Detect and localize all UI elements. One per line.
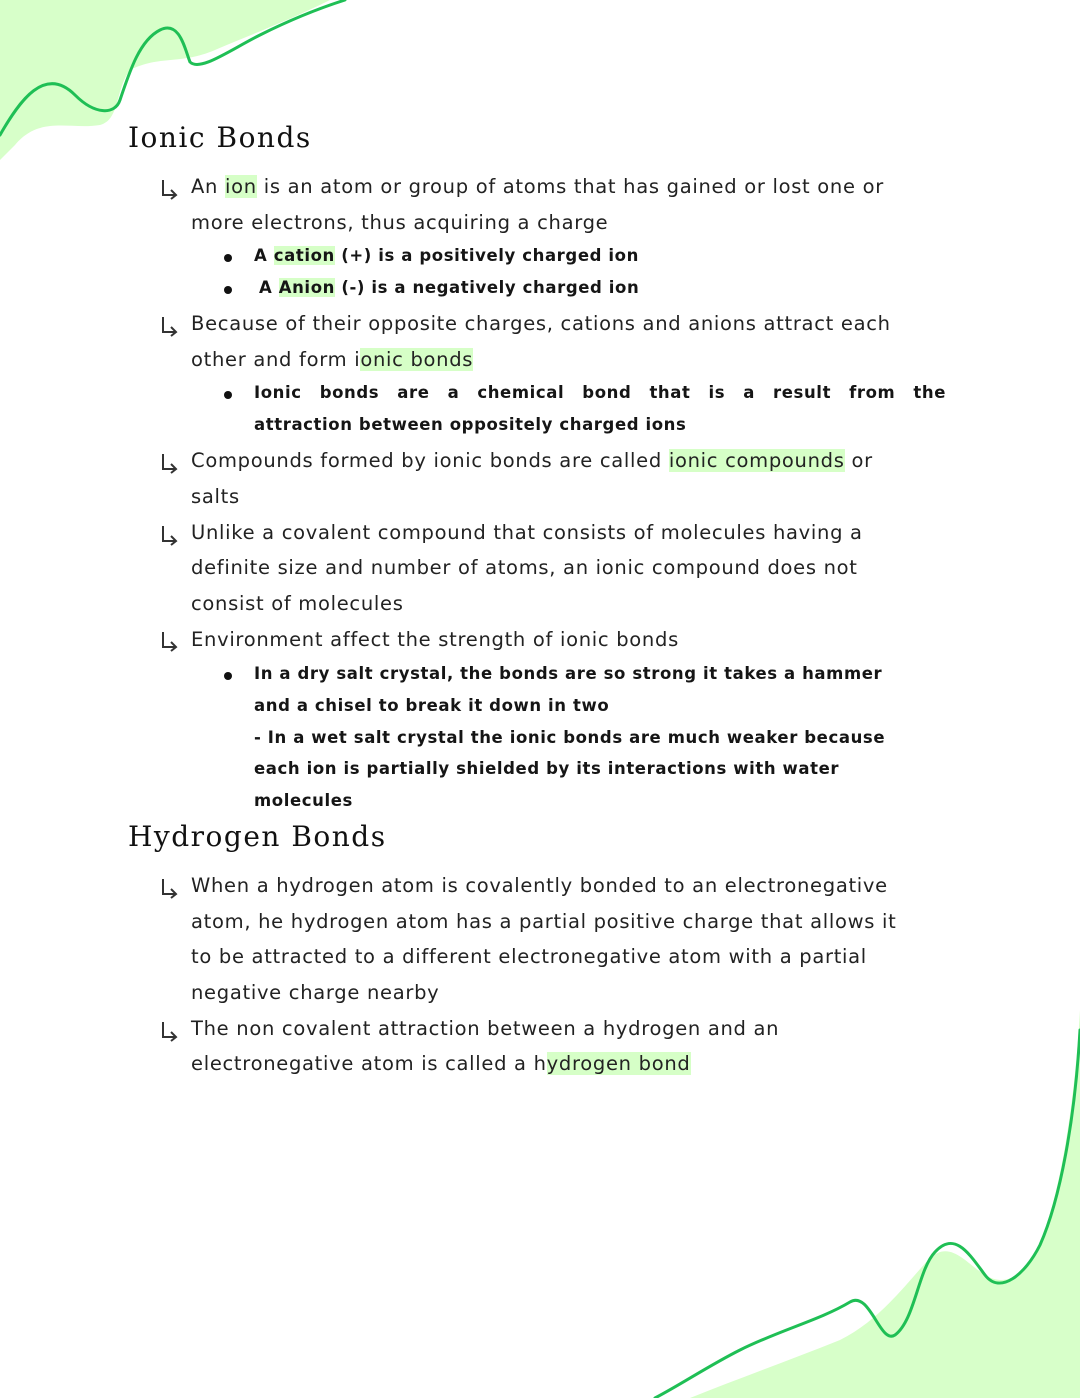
environment-detail-line-4: each ion is partially shielded by its interactions with water: [254, 759, 840, 778]
environment-detail-line-5: molecules: [254, 791, 353, 810]
bent-arrow-icon: [160, 524, 180, 546]
bullet-icon: [224, 391, 232, 399]
ionic-bond-definition-line-1: Ionic bonds are a chemical bond that is a result from the: [254, 383, 946, 402]
bent-arrow-icon: [160, 630, 180, 652]
covalent-comparison-line-2: definite size and number of atoms, an ionic compound does not: [191, 556, 858, 579]
bullet-icon: [224, 286, 232, 294]
bent-arrow-icon: [160, 315, 180, 337]
bent-arrow-icon: [160, 452, 180, 474]
bent-arrow-icon: [160, 877, 180, 899]
ionic-bond-definition-line-2: attraction between oppositely charged ions: [254, 415, 687, 434]
ionic-compounds-line-1: Compounds formed by ionic bonds are called ionic compounds or: [191, 449, 873, 472]
covalent-comparison-line-1: Unlike a covalent compound that consists of molecules having a: [191, 521, 863, 544]
opposite-charges-line-1: Because of their opposite charges, cations and anions attract each: [191, 312, 891, 335]
bullet-icon: [224, 672, 232, 680]
hydrogen-description-line-4: negative charge nearby: [191, 981, 440, 1004]
opposite-charges-line-2: other and form ionic bonds: [191, 348, 474, 371]
ion-definition-line-1: An ion is an atom or group of atoms that has gained or lost one or: [191, 175, 884, 198]
hydrogen-description-line-3: to be attracted to a different electronegative atom with a partial: [191, 945, 867, 968]
bent-arrow-icon: [160, 1020, 180, 1042]
bent-arrow-icon: [160, 178, 180, 200]
environment-detail-line-3: - In a wet salt crystal the ionic bonds are much weaker because: [254, 728, 886, 747]
bullet-icon: [224, 254, 232, 262]
hydrogen-bond-definition-line-1: The non covalent attraction between a hydrogen and an: [191, 1017, 780, 1040]
ionic-compounds-line-2: salts: [191, 485, 240, 508]
section-title-hydrogen-bonds: Hydrogen Bonds: [128, 820, 387, 853]
anion-bullet: A Anion (-) is a negatively charged ion: [259, 278, 640, 297]
section-title-ionic-bonds: Ionic Bonds: [128, 121, 312, 154]
environment-line: Environment affect the strength of ionic bonds: [191, 628, 679, 651]
cation-bullet: A cation (+) is a positively charged ion: [254, 246, 639, 265]
environment-detail-line-2: and a chisel to break it down in two: [254, 696, 610, 715]
hydrogen-description-line-2: atom, he hydrogen atom has a partial positive charge that allows it: [191, 910, 897, 933]
hydrogen-bond-definition-line-2: electronegative atom is called a hydrogen bond: [191, 1052, 691, 1075]
covalent-comparison-line-3: consist of molecules: [191, 592, 404, 615]
ion-definition-line-2: more electrons, thus acquiring a charge: [191, 211, 609, 234]
hydrogen-description-line-1: When a hydrogen atom is covalently bonded to an electronegative: [191, 874, 888, 897]
environment-detail-line-1: In a dry salt crystal, the bonds are so strong it takes a hammer: [254, 664, 883, 683]
